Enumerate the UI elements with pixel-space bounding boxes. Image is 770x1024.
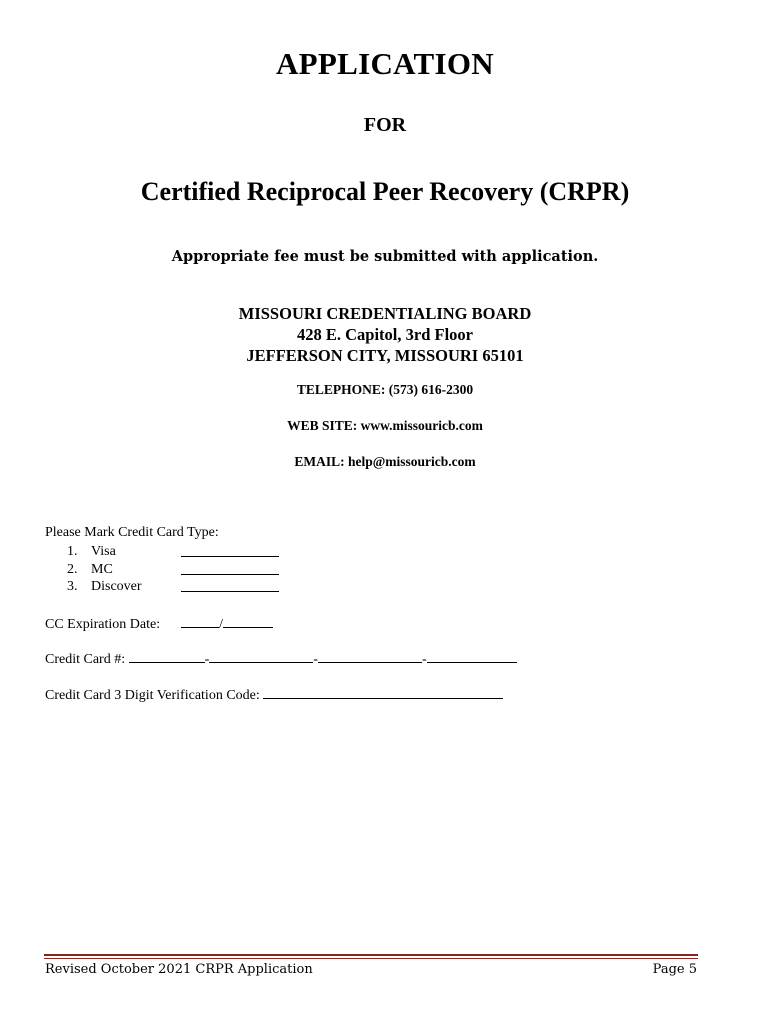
mc-mark-field[interactable] xyxy=(181,561,279,575)
expiration-label: CC Expiration Date: xyxy=(45,617,161,632)
board-name: MISSOURI CREDENTIALING BOARD xyxy=(238,304,532,323)
for-label: FOR xyxy=(363,114,407,136)
page-title: APPLICATION xyxy=(275,46,494,81)
card-type-visa: Visa xyxy=(91,544,116,559)
list-item xyxy=(67,543,279,561)
credential-title: Certified Reciprocal Peer Recovery (CRPR) xyxy=(140,177,630,206)
verification-code-field[interactable] xyxy=(263,685,503,699)
card-number-field-4[interactable] xyxy=(427,649,517,663)
verification-row xyxy=(45,685,503,704)
footer-revision: Revised October 2021 CRPR Application xyxy=(45,962,313,977)
board-address-line-1: 428 E. Capitol, 3rd Floor xyxy=(297,325,473,344)
card-number-field-2[interactable] xyxy=(209,649,313,663)
card-number-field-1[interactable] xyxy=(129,649,205,663)
card-number-row xyxy=(45,649,517,668)
list-number: 1. xyxy=(67,544,78,559)
expiration-year-field[interactable] xyxy=(223,614,273,628)
website: WEB SITE: www.missouricb.com xyxy=(287,418,483,433)
card-number-separator: - xyxy=(421,652,427,667)
board-address-line-2: JEFFERSON CITY, MISSOURI 65101 xyxy=(246,346,524,365)
fee-note: Appropriate fee must be submitted with application. xyxy=(171,248,599,265)
discover-mark-field[interactable] xyxy=(181,578,279,592)
card-type-label: Please Mark Credit Card Type: xyxy=(45,525,219,540)
card-number-separator: - xyxy=(204,652,210,667)
telephone: TELEPHONE: (573) 616-2300 xyxy=(296,382,474,397)
card-number-field-3[interactable] xyxy=(318,649,422,663)
card-type-discover: Discover xyxy=(91,579,142,594)
card-number-separator: - xyxy=(313,652,318,667)
footer-divider xyxy=(44,954,698,959)
card-type-list xyxy=(67,543,279,596)
verification-label: Credit Card 3 Digit Verification Code: xyxy=(45,688,260,703)
list-item xyxy=(67,561,279,579)
visa-mark-field[interactable] xyxy=(181,543,279,557)
list-item xyxy=(67,578,279,596)
list-number: 3. xyxy=(67,579,78,594)
expiration-month-field[interactable] xyxy=(181,614,219,628)
expiration-separator: / xyxy=(219,617,223,632)
expiration-row xyxy=(45,614,273,633)
card-type-mc: MC xyxy=(91,561,113,577)
card-number-label: Credit Card #: xyxy=(45,652,126,667)
email: EMAIL: help@missouricb.com xyxy=(294,454,476,469)
page-number: Page 5 xyxy=(652,962,697,977)
list-number: 2. xyxy=(67,561,78,577)
board-address-block xyxy=(0,303,770,366)
